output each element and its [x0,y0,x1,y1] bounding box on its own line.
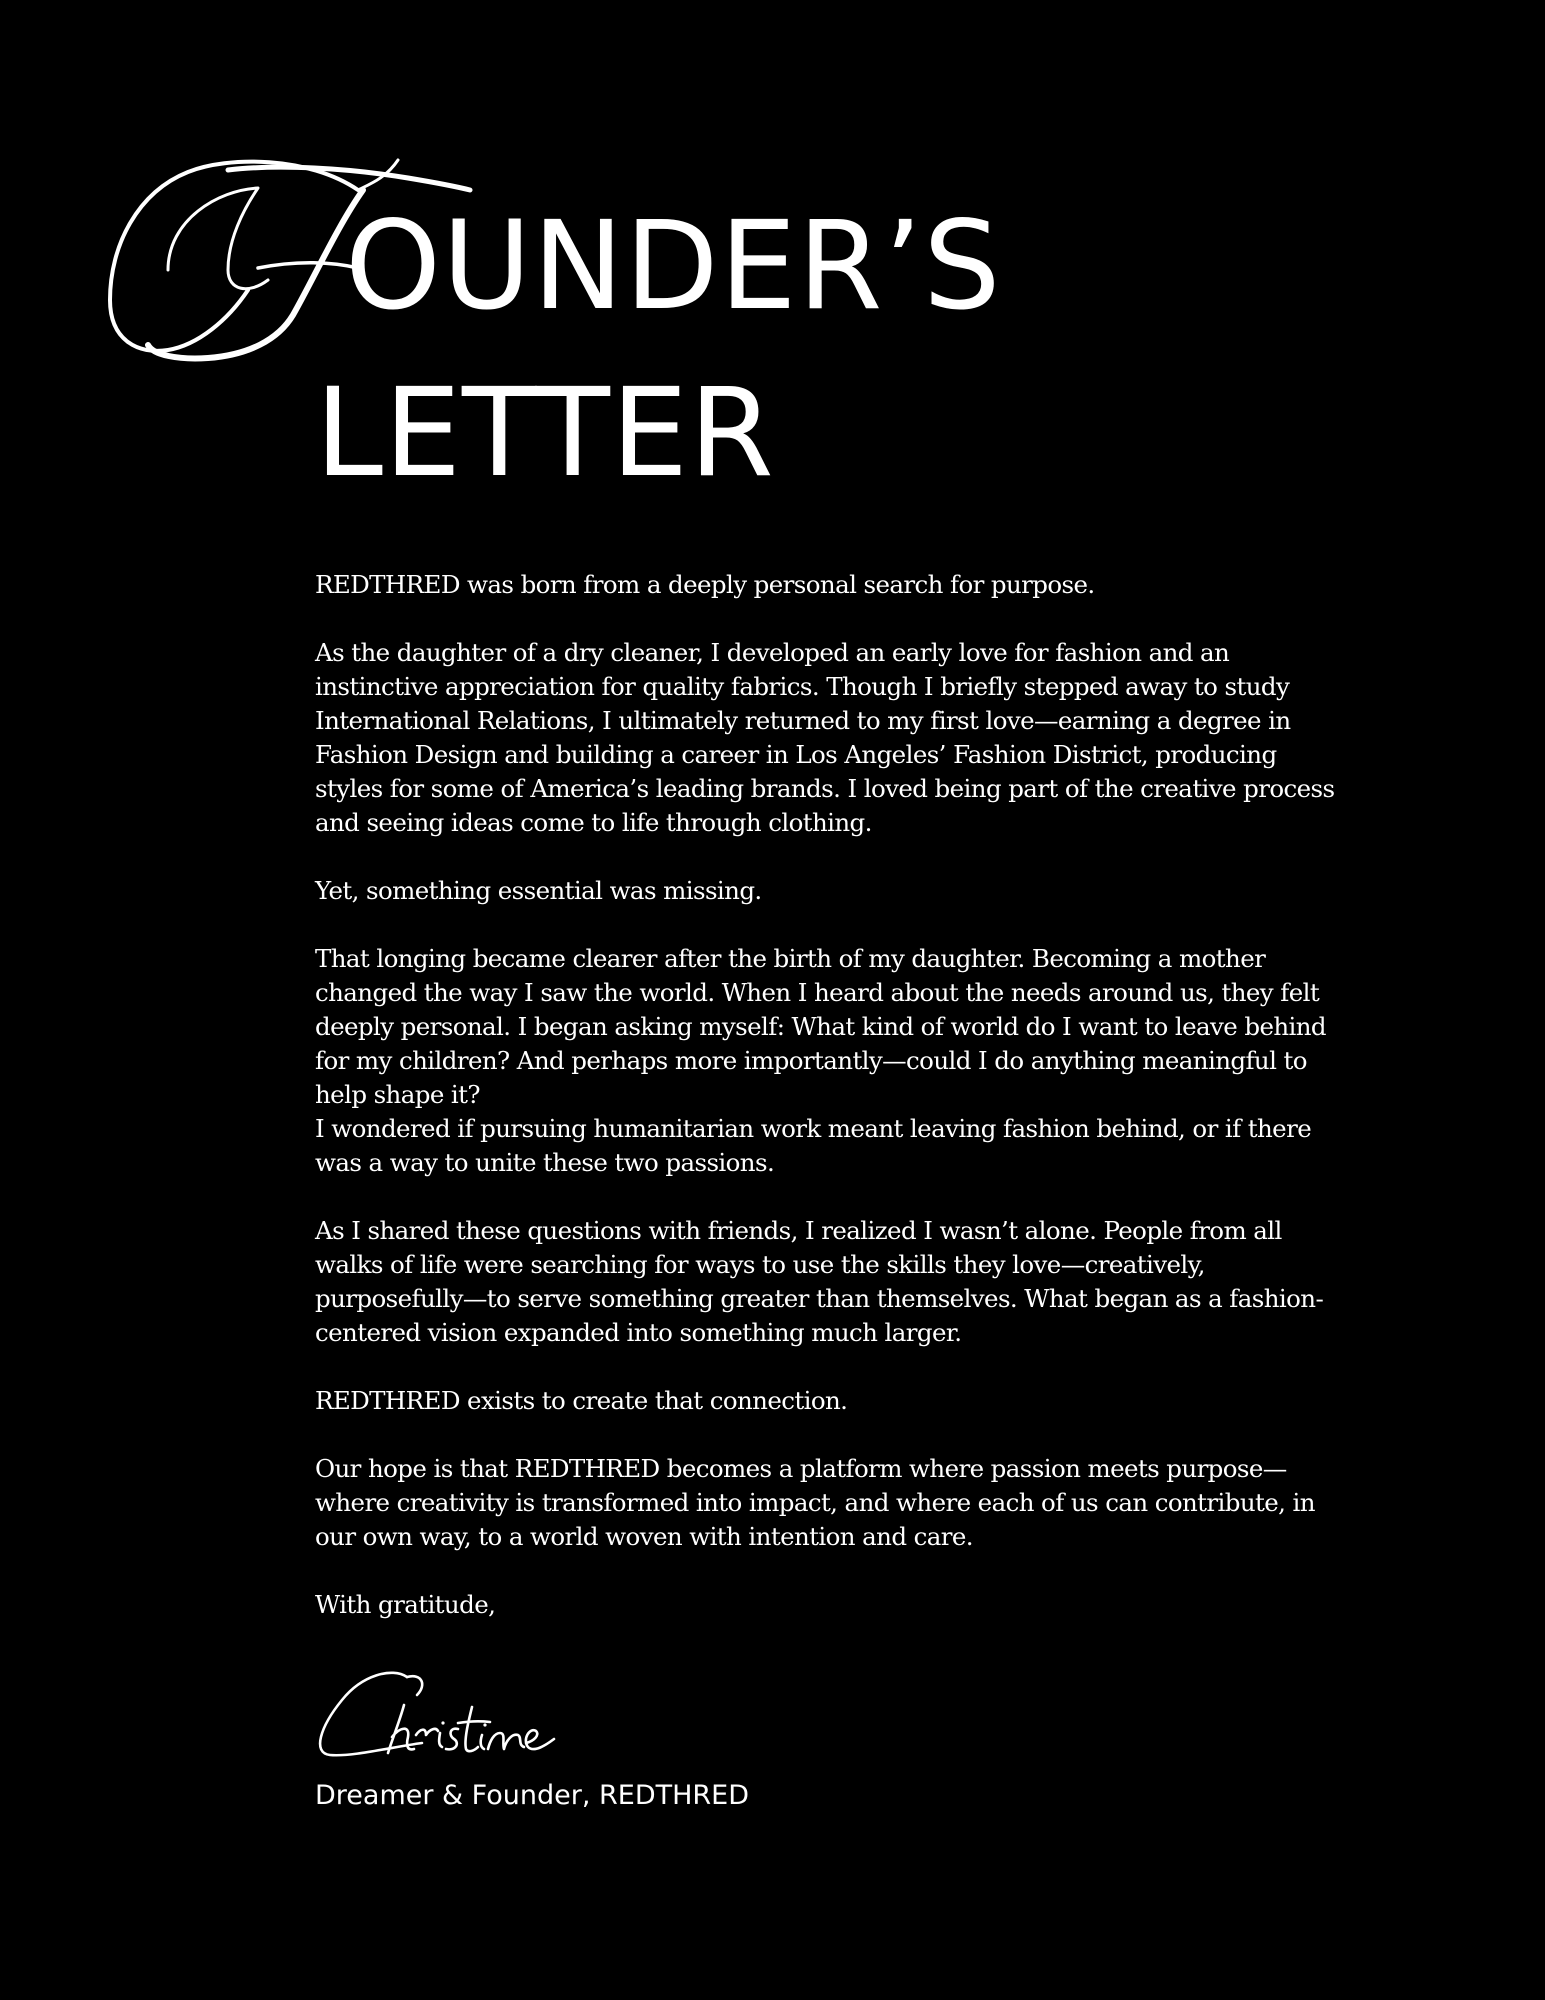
title-line-1: OUNDER’S [345,195,1002,337]
paragraph-7: Our hope is that REDTHRED becomes a platform where passion meets purpose—where creativity is transformed into impact, and where each of us can contribute, in our own way, to a world woven with intention and care. [315,1454,1315,1551]
paragraph-2: As the daughter of a dry cleaner, I developed an early love for fashion and an instinctive appreciation for quality fabrics. Though I briefly stepped away to study International Relations, I ultimately returned to my first love—earning a degree in Fashion Design and building a career in Los Angeles’ Fashion District, producing styles for some of America’s leading brands. I loved being part of the creative process and seeing ideas come to life through clothing. [315,638,1335,837]
letter-body [315,568,1335,1656]
title-line-2: LETTER [315,362,775,504]
closing-line: With gratitude, [315,1590,496,1619]
paragraph-6: REDTHRED exists to create that connection. [315,1386,848,1415]
signature-christine [312,1665,562,1765]
paragraph-4: That longing became clearer after the birth of my daughter. Becoming a mother changed the way I saw the world. When I heard about the needs around us, they felt deeply personal. I began asking myself: What kind of world do I want to leave behind for my children? And perhaps more importantly—could I do anything meaningful to help shape it? I wondered if pursuing humanitarian work meant leaving fashion behind, or if there was a way to unite these two passions. [315,944,1327,1177]
paragraph-1: REDTHRED was born from a deeply personal search for purpose. [315,570,1095,599]
paragraph-5: As I shared these questions with friends, I realized I wasn’t alone. People from all walks of life were searching for ways to use the skills they love—creatively, purposefully—to serve something greater than themselves. What began as a fashion-centered vision expanded into something much larger. [315,1216,1324,1347]
signer-title: Dreamer & Founder, REDTHRED [315,1780,750,1811]
paragraph-3: Yet, something essential was missing. [315,876,762,905]
